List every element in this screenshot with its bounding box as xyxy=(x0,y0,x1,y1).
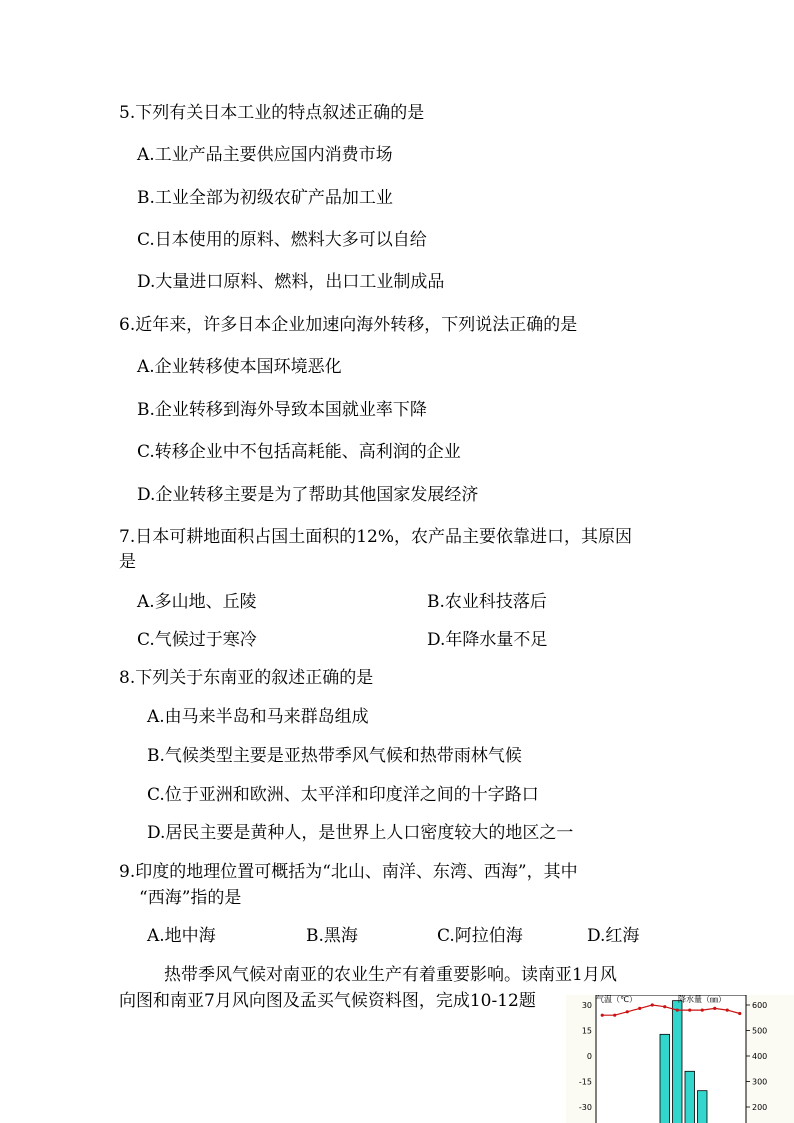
question-6-option-a: A.企业转移使本国环境恶化 xyxy=(137,357,342,377)
question-9-stem-line2: “西海”指的是 xyxy=(139,888,242,908)
question-7-option-a: A.多山地、丘陵 xyxy=(137,592,257,612)
temperature-point xyxy=(676,1009,679,1012)
temperature-point xyxy=(601,1014,604,1017)
mumbai-climate-chart xyxy=(566,995,794,1123)
question-5-stem: 5.下列有关日本工业的特点叙述正确的是 xyxy=(119,103,425,123)
right-tick-label: 400 xyxy=(752,1052,768,1061)
question-6-option-b: B.企业转移到海外导致本国就业率下降 xyxy=(137,400,427,420)
question-7-stem-line1: 7.日本可耕地面积占国土面积的12%，农产品主要依靠进口，其原因 xyxy=(119,527,633,547)
temperature-point xyxy=(613,1014,616,1017)
right-tick-label: 500 xyxy=(752,1026,768,1036)
question-6-option-d: D.企业转移主要是为了帮助其他国家发展经济 xyxy=(137,485,479,505)
temperature-point xyxy=(638,1007,641,1010)
temperature-point xyxy=(626,1010,629,1013)
question-8-option-c: C.位于亚洲和欧洲、太平洋和印度洋之间的十字路口 xyxy=(147,785,539,805)
question-9-stem-line1: 9.印度的地理位置可概括为“北山、南洋、东湾、西海”，其中 xyxy=(119,862,578,882)
precipitation-bar xyxy=(660,1034,670,1123)
question-7-option-c: C.气候过于寒冷 xyxy=(137,630,257,650)
question-8-option-a: A.由马来半岛和马来群岛组成 xyxy=(147,707,369,727)
left-tick-label: 0 xyxy=(586,1052,592,1061)
question-8-option-d: D.居民主要是黄种人，是世界上人口密度较大的地区之一 xyxy=(147,823,574,843)
question-5-option-a: A.工业产品主要供应国内消费市场 xyxy=(137,145,393,165)
left-tick-label: -15 xyxy=(578,1077,592,1087)
question-7-stem-line2: 是 xyxy=(119,552,136,572)
left-tick-label: 30 xyxy=(581,1001,592,1010)
passage-line-2: 向图和南亚7月风向图及孟买气候资料图，完成10-12题 xyxy=(119,991,536,1011)
question-6-stem: 6.近年来，许多日本企业加速向海外转移，下列说法正确的是 xyxy=(119,315,578,335)
right-tick-label: 200 xyxy=(752,1103,768,1112)
right-axis-title: 降水量（㎜） xyxy=(678,995,726,1004)
left-axis-title: 气温（℃） xyxy=(596,995,637,1004)
temperature-point xyxy=(663,1005,666,1008)
precipitation-bar xyxy=(673,1001,683,1123)
temperature-point xyxy=(726,1009,729,1012)
question-7-option-b: B.农业科技落后 xyxy=(427,592,547,612)
question-5-option-d: D.大量进口原料、燃料，出口工业制成品 xyxy=(137,272,445,292)
passage-line-1: 热带季风气候对南亚的农业生产有着重要影响。读南亚1月风 xyxy=(164,965,617,985)
temperature-point xyxy=(738,1012,741,1015)
right-tick-label: 600 xyxy=(752,1001,768,1010)
question-9-option-a: A.地中海 xyxy=(147,926,216,946)
question-9-option-c: C.阿拉伯海 xyxy=(437,926,523,946)
question-8-stem: 8.下列关于东南亚的叙述正确的是 xyxy=(119,668,374,688)
right-tick-label: 300 xyxy=(752,1077,768,1087)
precipitation-bar xyxy=(698,1091,708,1123)
temperature-point xyxy=(701,1009,704,1012)
temperature-point xyxy=(688,1009,691,1012)
left-tick-label: 15 xyxy=(581,1026,592,1036)
precipitation-bar xyxy=(685,1071,695,1123)
question-6-option-c: C.转移企业中不包括高耗能、高利润的企业 xyxy=(137,442,461,462)
question-7-option-d: D.年降水量不足 xyxy=(427,630,548,650)
question-9-option-d: D.红海 xyxy=(587,926,640,946)
temperature-point xyxy=(651,1003,654,1006)
left-tick-label: -30 xyxy=(578,1103,592,1112)
question-9-option-b: B.黑海 xyxy=(306,926,358,946)
question-5-option-b: B.工业全部为初级农矿产品加工业 xyxy=(137,188,393,208)
temperature-point xyxy=(713,1007,716,1010)
question-8-option-b: B.气候类型主要是亚热带季风气候和热带雨林气候 xyxy=(147,746,522,766)
question-5-option-c: C.日本使用的原料、燃料大多可以自给 xyxy=(137,230,427,250)
